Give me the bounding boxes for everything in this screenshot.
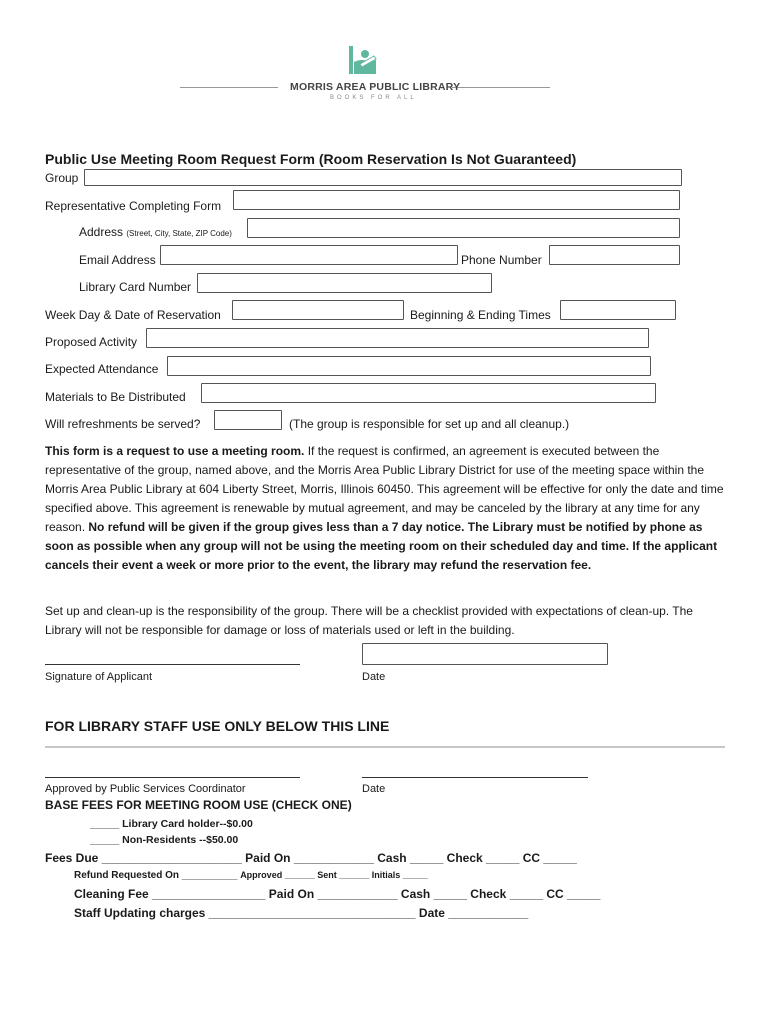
group-field[interactable] <box>84 169 682 186</box>
library-tagline: BOOKS FOR ALL <box>330 95 417 101</box>
activity-field[interactable] <box>146 328 649 348</box>
signature-date-field[interactable] <box>362 643 608 665</box>
staff-date-line <box>362 777 588 778</box>
fee-card-holder: _____ Library Card holder--$0.00 <box>90 818 253 830</box>
representative-input[interactable] <box>234 191 679 209</box>
weekday-input[interactable] <box>233 301 403 319</box>
cleaning-fee-line: Cleaning Fee _________________ Paid On ____________ Cash _____ Check _____ CC _____ <box>74 887 601 901</box>
staff-divider <box>45 746 725 748</box>
group-input[interactable] <box>85 172 681 187</box>
attendance-input[interactable] <box>168 357 650 375</box>
activity-label: Proposed Activity <box>45 335 138 349</box>
materials-input[interactable] <box>202 384 655 402</box>
weekday-label: Week Day & Date of Reservation <box>45 308 221 322</box>
library-card-field[interactable] <box>197 273 492 293</box>
page-title: Public Use Meeting Room Request Form (Room Reservation Is Not Guaranteed) <box>45 151 577 167</box>
base-fees-heading: BASE FEES FOR MEETING ROOM USE (CHECK ONE) <box>45 798 352 812</box>
refreshments-input[interactable] <box>215 411 281 429</box>
library-logo-icon <box>340 40 382 80</box>
times-label: Beginning & Ending Times <box>410 308 551 322</box>
library-card-label: Library Card Number <box>79 280 192 294</box>
email-label: Email Address <box>79 253 156 267</box>
staff-heading: FOR LIBRARY STAFF USE ONLY BELOW THIS LINE <box>45 718 390 734</box>
signature-date-label: Date <box>362 671 386 683</box>
refund-line <box>74 870 428 881</box>
approved-by-line <box>45 777 300 778</box>
address-field[interactable] <box>247 218 680 238</box>
attendance-field[interactable] <box>167 356 651 376</box>
phone-input[interactable] <box>550 246 679 264</box>
address-hint: (Street, City, State, ZIP Code) <box>126 229 232 238</box>
refund-approval: Approved ______ Sent ______ Initials _____ <box>240 870 428 880</box>
phone-field[interactable] <box>549 245 680 265</box>
address-label <box>79 225 232 239</box>
email-input[interactable] <box>161 246 457 264</box>
weekday-field[interactable] <box>232 300 404 320</box>
agreement-intro: This form is a request to use a meeting room. <box>45 444 305 458</box>
header-rule-right <box>452 87 550 88</box>
representative-field[interactable] <box>233 190 680 210</box>
refreshments-label: Will refreshments be served? <box>45 417 201 431</box>
fees-due-line: Fees Due _____________________ Paid On ____________ Cash _____ Check _____ CC _____ <box>45 851 577 865</box>
staff-updating-line: Staff Updating charges _______________________________ Date ____________ <box>74 906 529 920</box>
fee-non-residents: _____ Non-Residents --$50.00 <box>90 834 239 846</box>
approved-by-label: Approved by Public Services Coordinator <box>45 783 246 795</box>
library-name: MORRIS AREA PUBLIC LIBRARY <box>290 81 461 93</box>
materials-field[interactable] <box>201 383 656 403</box>
phone-label: Phone Number <box>461 253 542 267</box>
library-card-input[interactable] <box>198 274 491 292</box>
materials-label: Materials to Be Distributed <box>45 390 186 404</box>
signature-line <box>45 664 300 665</box>
staff-date-label: Date <box>362 783 386 795</box>
agreement-body: If the request is confirmed, an agreement is executed between the representative of the group, named above, and the Morris Area Public Library District for use of the meeting space within the Morris Area Public Library at 604 Liberty Street, Morris, Illinois 60450. This agreement will be effective for only the date and time specified above. This agreement is renewable by mutual agreement, and may be canceled by the library at any time for any reason. <box>45 444 724 534</box>
agreement-refund-policy: No refund will be given if the group gives less than a 7 day notice. The Library must be notified by phone as soon as possible when any group will not be using the meeting room on their scheduled day and time. If the applicant cancels their event a week or more prior to the event, the library may refund the reservation fee. <box>45 520 718 572</box>
signature-label: Signature of Applicant <box>45 671 153 683</box>
refreshments-note: (The group is responsible for set up and all cleanup.) <box>289 417 570 431</box>
attendance-label: Expected Attendance <box>45 362 159 376</box>
times-field[interactable] <box>560 300 676 320</box>
representative-label: Representative Completing Form <box>45 199 222 213</box>
activity-input[interactable] <box>147 329 648 347</box>
signature-date-input[interactable] <box>363 644 607 664</box>
group-label: Group <box>45 171 79 185</box>
address-label-text: Address <box>79 225 124 239</box>
cleanup-paragraph: Set up and clean-up is the responsibility of the group. There will be a checklist provided with expectations of clean-up. The Library will not be responsible for damage or loss of materials used or left in the building. <box>45 604 693 637</box>
address-input[interactable] <box>248 219 679 237</box>
refreshments-field[interactable] <box>214 410 282 430</box>
times-input[interactable] <box>561 301 675 319</box>
header-rule-left <box>180 87 278 88</box>
email-field[interactable] <box>160 245 458 265</box>
refund-requested: Refund Requested On __________ <box>74 870 238 881</box>
agreement-paragraph <box>45 442 725 575</box>
